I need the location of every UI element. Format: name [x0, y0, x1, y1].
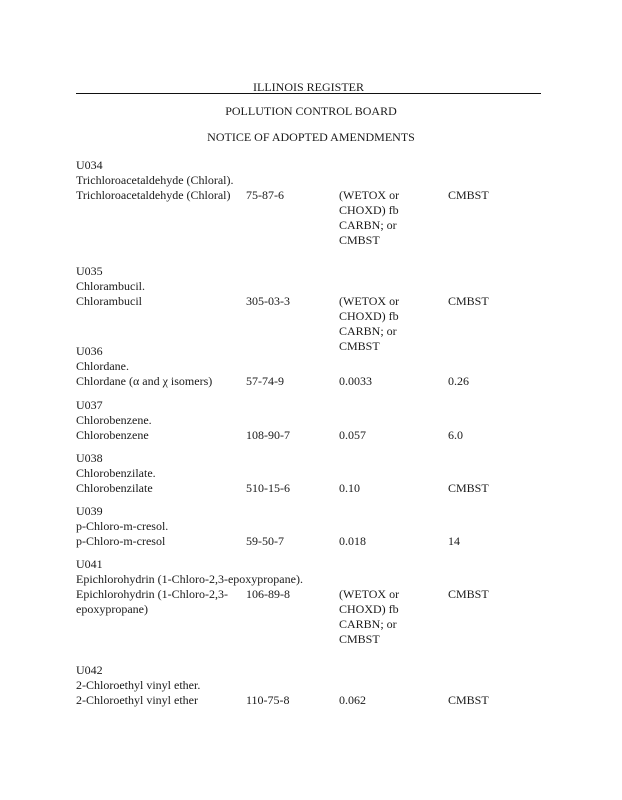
waste-title: 2-Chloroethyl vinyl ether. [76, 678, 201, 692]
constituent-name: Chlorobenzilate [76, 481, 153, 495]
table-row [76, 428, 546, 443]
cas-number: 59-50-7 [246, 534, 284, 548]
notice-title: NOTICE OF ADOPTED AMENDMENTS [207, 130, 415, 144]
wastewater-standard: CHOXD) fb [339, 602, 399, 616]
waste-code: U036 [76, 344, 103, 358]
board-name: POLLUTION CONTROL BOARD [225, 104, 397, 118]
nonwastewater-standard: 6.0 [448, 428, 463, 442]
constituent-name: Chlordane (α and χ isomers) [76, 374, 213, 388]
nonwastewater-standard: CMBST [448, 188, 489, 202]
wastewater-standard: (WETOX or [339, 587, 400, 601]
table-row [76, 309, 546, 324]
table-row [76, 324, 546, 339]
constituent-name: p-Chloro-m-cresol [76, 534, 166, 548]
cas-number: 110-75-8 [246, 693, 290, 707]
constituent-name: 2-Chloroethyl vinyl ether [76, 693, 198, 707]
wastewater-standard: CARBN; or [339, 218, 397, 232]
page-header [76, 78, 541, 94]
waste-code: U035 [76, 264, 103, 278]
waste-title: Chlorambucil. [76, 279, 145, 293]
wastewater-standard: 0.10 [339, 481, 360, 495]
waste-code: U042 [76, 663, 103, 677]
waste-code: U037 [76, 398, 103, 412]
waste-title: Trichloroacetaldehyde (Chloral). [76, 173, 234, 187]
register-title: ILLINOIS REGISTER [253, 80, 364, 94]
cas-number: 106-89-8 [246, 587, 290, 601]
waste-entry [76, 344, 546, 389]
table-row [76, 203, 546, 218]
wastewater-standard: 0.062 [339, 693, 366, 707]
nonwastewater-standard: 14 [448, 534, 460, 548]
table-row [76, 294, 546, 309]
waste-title: p-Chloro-m-cresol. [76, 519, 169, 533]
wastewater-standard: CARBN; or [339, 324, 397, 338]
table-row [76, 188, 546, 203]
table-row [76, 632, 546, 647]
waste-entry [76, 557, 546, 647]
cas-number: 75-87-6 [246, 188, 284, 202]
waste-entry [76, 158, 546, 248]
table-row [76, 218, 546, 233]
table-row [76, 481, 546, 496]
nonwastewater-standard: CMBST [448, 294, 489, 308]
cas-number: 305-03-3 [246, 294, 290, 308]
waste-code: U039 [76, 504, 103, 518]
cas-number: 108-90-7 [246, 428, 290, 442]
table-row [76, 617, 546, 632]
wastewater-standard: 0.018 [339, 534, 366, 548]
table-row [76, 693, 546, 708]
wastewater-standard: CHOXD) fb [339, 203, 399, 217]
wastewater-standard: (WETOX or [339, 188, 400, 202]
waste-code: U041 [76, 557, 103, 571]
constituent-name: Epichlorohydrin (1-Chloro-2,3- [76, 587, 228, 601]
constituent-name: epoxypropane) [76, 602, 148, 616]
wastewater-standard: CHOXD) fb [339, 309, 399, 323]
waste-entry [76, 504, 546, 549]
wastewater-standard: CMBST [339, 233, 380, 247]
wastewater-standard: CMBST [339, 339, 380, 353]
table-row [76, 534, 546, 549]
cas-number: 57-74-9 [246, 374, 284, 388]
wastewater-standard: 0.0033 [339, 374, 372, 388]
waste-entry [76, 451, 546, 496]
table-row [76, 587, 546, 602]
waste-entry [76, 398, 546, 443]
table-row [76, 602, 546, 617]
nonwastewater-standard: CMBST [448, 693, 489, 707]
waste-entry [76, 663, 546, 708]
wastewater-standard: 0.057 [339, 428, 366, 442]
waste-title: Chlordane. [76, 359, 129, 373]
constituent-name: Chlorobenzene [76, 428, 149, 442]
waste-title: Chlorobenzene. [76, 413, 152, 427]
table-row [76, 233, 546, 248]
wastewater-standard: (WETOX or [339, 294, 400, 308]
waste-title: Epichlorohydrin (1-Chloro-2,3-epoxypropane). [76, 572, 303, 586]
constituent-name: Trichloroacetaldehyde (Chloral) [76, 188, 231, 202]
waste-code: U038 [76, 451, 103, 465]
nonwastewater-standard: CMBST [448, 481, 489, 495]
table-row [76, 374, 546, 389]
waste-title: Chlorobenzilate. [76, 466, 156, 480]
wastewater-standard: CARBN; or [339, 617, 397, 631]
constituent-name: Chlorambucil [76, 294, 142, 308]
wastewater-standard: CMBST [339, 632, 380, 646]
cas-number: 510-15-6 [246, 481, 290, 495]
nonwastewater-standard: CMBST [448, 587, 489, 601]
waste-code: U034 [76, 158, 103, 172]
nonwastewater-standard: 0.26 [448, 374, 469, 388]
waste-entry [76, 264, 546, 354]
